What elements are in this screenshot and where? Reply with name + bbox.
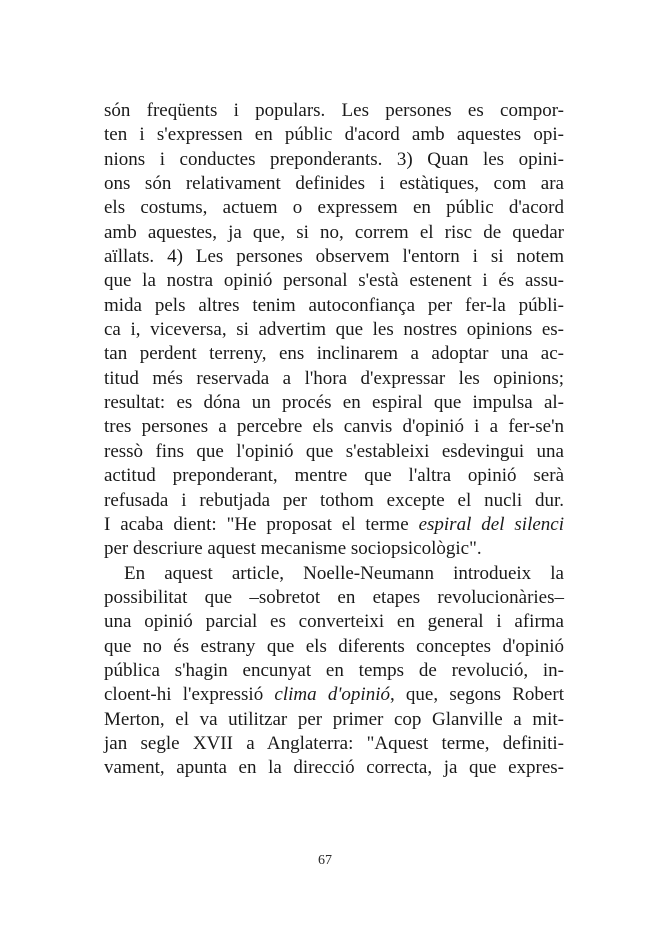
text-line: els costums, actuem o expressem en públic d'acord (104, 197, 564, 219)
text-line (104, 513, 564, 537)
text-line: una opinió parcial es converteixi en general i afirma (104, 611, 564, 633)
text-line: ten i s'expressen en públic d'acord amb aquestes opi- (104, 124, 564, 146)
text-line (104, 683, 564, 707)
line-text: I acaba dient: "He proposat el terme (104, 513, 419, 535)
text-line: mida pels altres tenim autoconfiança per fer-la públi- (104, 294, 564, 316)
italic-term: espiral del silenci (418, 513, 565, 535)
paragraph-end-line: per descriure aquest mecanisme sociopsicològic". (104, 538, 482, 560)
text-line: ressò fins que l'opinió que s'estableixi esdevingui una (104, 440, 564, 462)
text-line: tres persones a percebre els canvis d'opinió i a fer-se'n (104, 416, 564, 438)
paragraph-start-line: En aquest article, Noelle-Neumann introdueix la (124, 562, 564, 584)
page-number: 67 (318, 853, 332, 868)
text-line: jan segle XVII a Anglaterra: "Aquest terme, definiti- (104, 732, 564, 754)
text-line: amb aquestes, ja que, si no, correm el risc de quedar (104, 221, 564, 243)
text-line: tan perdent terreny, ens inclinarem a adoptar una ac- (104, 343, 564, 365)
text-line: que la nostra opinió personal s'està estenent i és assu- (104, 270, 564, 292)
text-line: que no és estrany que els diferents conceptes d'opinió (104, 635, 564, 657)
text-line: pública s'hagin encunyat en temps de revolució, in- (104, 659, 564, 681)
text-line: possibilitat que –sobretot en etapes revolucionàries– (104, 586, 564, 608)
line-text: cloent-hi l'expressió (104, 684, 275, 706)
body-text (104, 99, 564, 781)
text-line: són freqüents i populars. Les persones es compor- (104, 100, 564, 121)
text-line: nions i conductes preponderants. 3) Quan les opini- (104, 148, 564, 170)
text-line: refusada i rebutjada per tothom excepte el nucli dur. (104, 489, 564, 511)
text-line: Merton, el va utilitzar per primer cop Glanville a mit- (104, 708, 564, 730)
text-line: ons són relativament definides i estàtiques, com ara (104, 173, 564, 195)
text-line: vament, apunta en la direcció correcta, ja que expres- (104, 757, 564, 779)
text-line: titud més reservada a l'hora d'expressar les opinions; (104, 367, 564, 389)
line-text: , que, segons Robert (389, 684, 564, 706)
text-line: ca i, viceversa, si advertim que les nostres opinions es- (104, 319, 564, 341)
italic-term: clima d'opinió (274, 684, 390, 706)
text-line: aïllats. 4) Les persones observem l'entorn i si notem (104, 246, 564, 268)
text-line: actitud preponderant, mentre que l'altra opinió serà (104, 465, 564, 487)
text-line: resultat: es dóna un procés en espiral que impulsa al- (104, 392, 564, 414)
